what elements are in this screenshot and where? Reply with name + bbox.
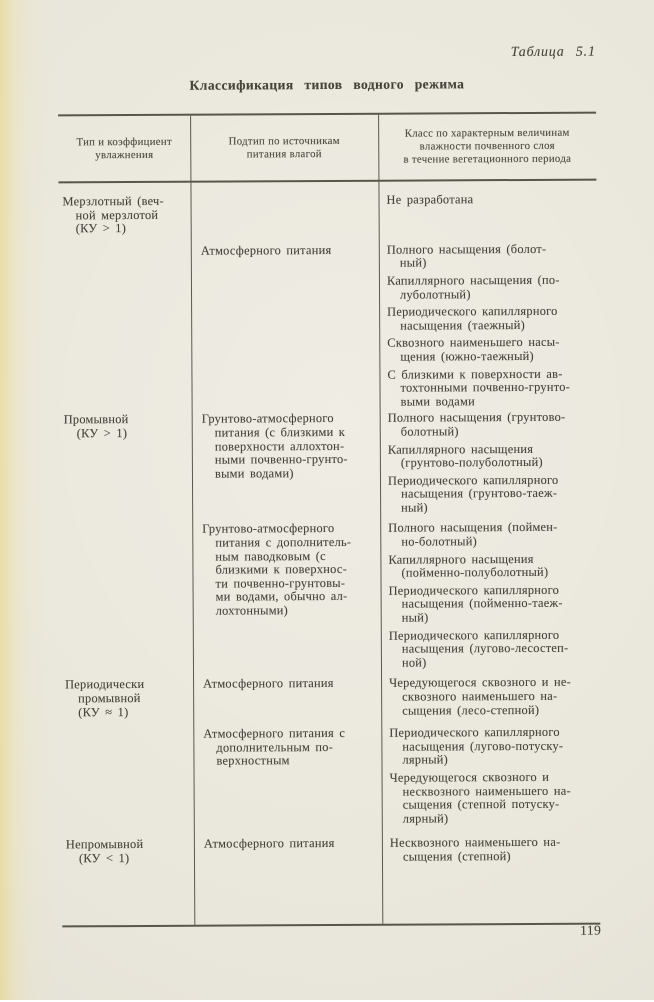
table-row — [60, 521, 599, 672]
class-item: С близкими к поверхности ав- тохтонными почвенно-грунто- выми водами — [387, 366, 571, 409]
class-item: Периодического капиллярного насыщения (таежный) — [387, 303, 558, 333]
column-header-class: Класс по характерным величинам влажности почвенного слоя в течение вегетационного периода — [403, 126, 572, 166]
table-row — [62, 836, 600, 866]
subtype-cell: Атмосферного питания с дополнительным по- верхностным — [203, 726, 346, 768]
class-item: Полного насыщения (болот- ный) — [386, 241, 547, 271]
class-cell — [382, 836, 600, 864]
table-caption: Таблица 5.1 — [510, 44, 596, 61]
type-cell — [60, 523, 193, 672]
type-cell — [59, 245, 192, 411]
class-item: Периодического капиллярного насыщения (лугово-потуску- лярный) — [389, 724, 564, 767]
table-header-row — [58, 114, 596, 184]
class-item: Капиллярного насыщения (пойменно-полуболотный) — [388, 551, 549, 580]
class-item: Чередующегося сквозного и не- сквозного наименьшего на- сыщения (лесо-степной) — [389, 675, 572, 718]
class-item: Чередующегося сквозного и несквозного наименьшего на- сыщения (степной потуску- лярный) — [389, 769, 571, 826]
page-title: Классификация типов водного режима — [189, 76, 465, 93]
class-item: Капиллярного насыщения (по- луболотный) — [386, 272, 560, 302]
table-row — [59, 193, 597, 237]
subtype-cell: Атмосферного питания — [203, 836, 335, 852]
class-cell — [379, 193, 597, 235]
type-cell: Промывной (КУ > 1) — [63, 412, 129, 441]
type-cell: Мерзлотный (веч- ной мерзлотой (КУ > 1) — [62, 193, 164, 236]
subtype-cell: Атмосферного питания — [203, 676, 334, 692]
subtype-cell: Грунтово-атмосферного питания с дополнитель- ным паводковым (с близкими к поверхнос- ти почвенно-грунтовы- ми водами, обычно ал- лохтонными) — [202, 521, 352, 618]
class-item: Капиллярного насыщения (грунтово-полуболотный) — [387, 441, 543, 470]
type-cell: Периодически промывной (КУ ≈ 1) — [65, 677, 145, 719]
type-cell: Непромывной (КУ < 1) — [65, 837, 144, 866]
classification-table — [58, 112, 600, 928]
class-item: Полного насыщения (грунтово- болотный) — [387, 410, 566, 439]
table-row — [61, 726, 600, 828]
column-header-type: Тип и коэффициент увлажнения — [76, 135, 173, 161]
table-row — [60, 411, 599, 517]
class-cell — [381, 726, 600, 826]
class-item: Сквозного наименьшего насы- щения (южно-таежный) — [387, 335, 560, 364]
class-item: Полного насыщения (поймен- но-болотный) — [388, 520, 558, 549]
class-cell — [379, 242, 598, 409]
class-item: Периодического капиллярного насыщения (лугово-лесостеп- ной) — [388, 627, 569, 670]
table-row — [61, 676, 599, 720]
class-item: Несквозного наименьшего на- сыщения (степной) — [389, 835, 561, 864]
subtype-cell — [191, 194, 379, 236]
column-header-subtype: Подтип по источникам питания влагой — [228, 134, 340, 160]
page-number: 119 — [580, 922, 602, 938]
table-row — [59, 242, 598, 410]
class-cell — [381, 676, 599, 718]
class-item: Периодического капиллярного насыщения (пойменно-таеж- ный) — [388, 582, 563, 625]
type-cell — [61, 728, 194, 828]
class-cell — [380, 521, 599, 670]
class-item: Не разработана — [386, 192, 474, 207]
class-cell — [380, 411, 599, 515]
subtype-cell: Атмосферного питания — [200, 242, 332, 258]
subtype-cell: Грунтово-атмосферного питания (с близкими к поверхности аллохтон- ными почвенно-грунто- выми водами) — [201, 411, 348, 481]
class-item: Периодического капиллярного насыщения (грунтово-таеж- ный) — [387, 472, 559, 515]
table-body — [58, 181, 600, 866]
